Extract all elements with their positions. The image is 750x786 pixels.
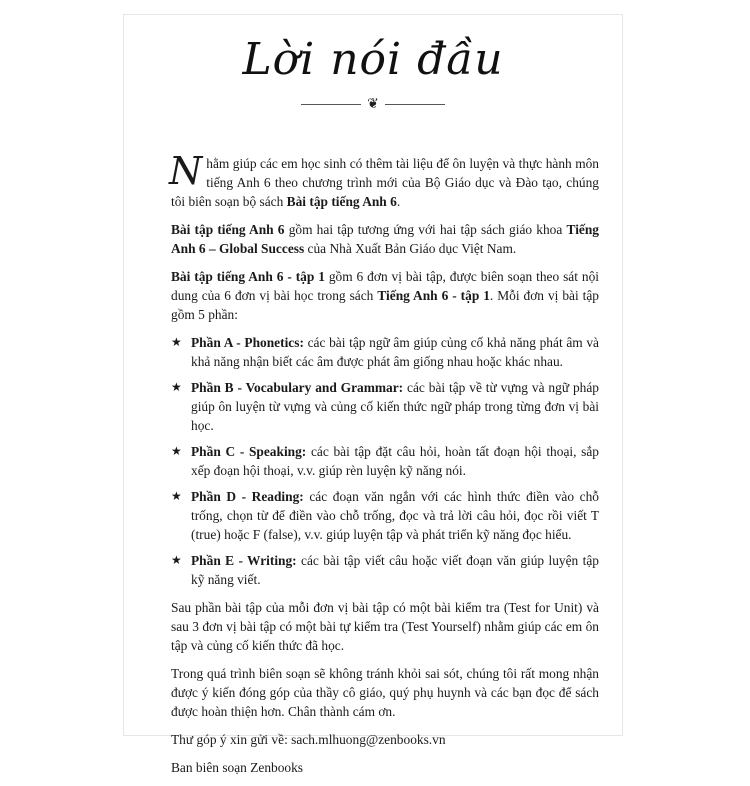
star-icon: ★ <box>171 489 182 503</box>
star-icon: ★ <box>171 380 182 394</box>
drop-cap: N <box>169 149 203 193</box>
contact-line: Thư góp ý xin gửi về: sach.mlhuong@zenbooks.vn <box>171 732 446 747</box>
ornament-line-left <box>301 104 361 105</box>
paragraph-tests: Sau phần bài tập của mỗi đơn vị bài tập có một bài kiểm tra (Test for Unit) và sau 3 đơn vị bài tập có một bài tự kiểm tra (Test Yourself) nhằm giúp các em ôn tập và củng cố kiến thức đã học. <box>171 600 599 653</box>
ornament-line-right <box>385 104 445 105</box>
list-item: ★ Phần E - Writing: các bài tập viết câu hoặc viết đoạn văn giúp luyện tập kỹ năng viết. <box>171 553 599 587</box>
list-item: ★ Phần D - Reading: các đoạn văn ngắn với các hình thức điền vào chỗ trống, chọn từ để điền vào chỗ trống, đọc và trả lời câu hỏi, đọc rồi viết T (true) hoặc F (false), v.v. giúp luyện tập và phát triển kỹ năng đọc hiểu. <box>171 489 599 542</box>
list-item: ★ Phần C - Speaking: các bài tập đặt câu hỏi, hoàn tất đoạn hội thoại, sắp xếp đoạn hội thoại, v.v. giúp rèn luyện kỹ năng nói. <box>171 444 599 478</box>
paragraph-two-volumes: Bài tập tiếng Anh 6 gồm hai tập tương ứng với hai tập sách giáo khoa Tiếng Anh 6 – Global Success của Nhà Xuất Bản Giáo dục Việt Nam. <box>171 222 599 256</box>
paragraph-thanks: Trong quá trình biên soạn sẽ không tránh khỏi sai sót, chúng tôi rất mong nhận được ý kiến đóng góp của thầy cô giáo, quý phụ huynh và các bạn đọc để sách được hoàn thiện hơn. Chân thành cám ơn. <box>171 666 599 719</box>
title-ornament <box>123 96 623 113</box>
list-item: ★ Phần B - Vocabulary and Grammar: các bài tập về từ vựng và ngữ pháp giúp ôn luyện từ vựng và củng cố kiến thức ngữ pháp trong từng đơn vị bài học. <box>171 380 599 433</box>
intro-paragraph: Nhằm giúp các em học sinh có thêm tài liệu để ôn luyện và thực hành môn tiếng Anh 6 theo chương trình mới của Bộ Giáo dục và Đào tạo, chúng tôi biên soạn bộ sách Bài tập tiếng Anh 6. <box>169 149 599 209</box>
fleuron-icon: ❦ <box>367 97 379 112</box>
parts-list <box>171 333 599 589</box>
book-page <box>123 14 623 775</box>
star-icon: ★ <box>171 553 182 567</box>
list-item: ★ Phần A - Phonetics: các bài tập ngữ âm giúp củng cố khả năng phát âm và khả năng nhận biết các âm được phát âm giống nhau hoặc khác nhau. <box>171 335 599 369</box>
signature: Ban biên soạn Zenbooks <box>171 760 304 775</box>
preface-body <box>169 149 599 786</box>
star-icon: ★ <box>171 444 182 458</box>
star-icon: ★ <box>171 335 182 349</box>
page-title: Lời nói đầu <box>242 34 504 85</box>
paragraph-volume-one: Bài tập tiếng Anh 6 - tập 1 gồm 6 đơn vị bài tập, được biên soạn theo sát nội dung của 6 đơn vị bài học trong sách Tiếng Anh 6 - tập 1. Mỗi đơn vị bài tập gồm 5 phần: <box>171 269 599 322</box>
